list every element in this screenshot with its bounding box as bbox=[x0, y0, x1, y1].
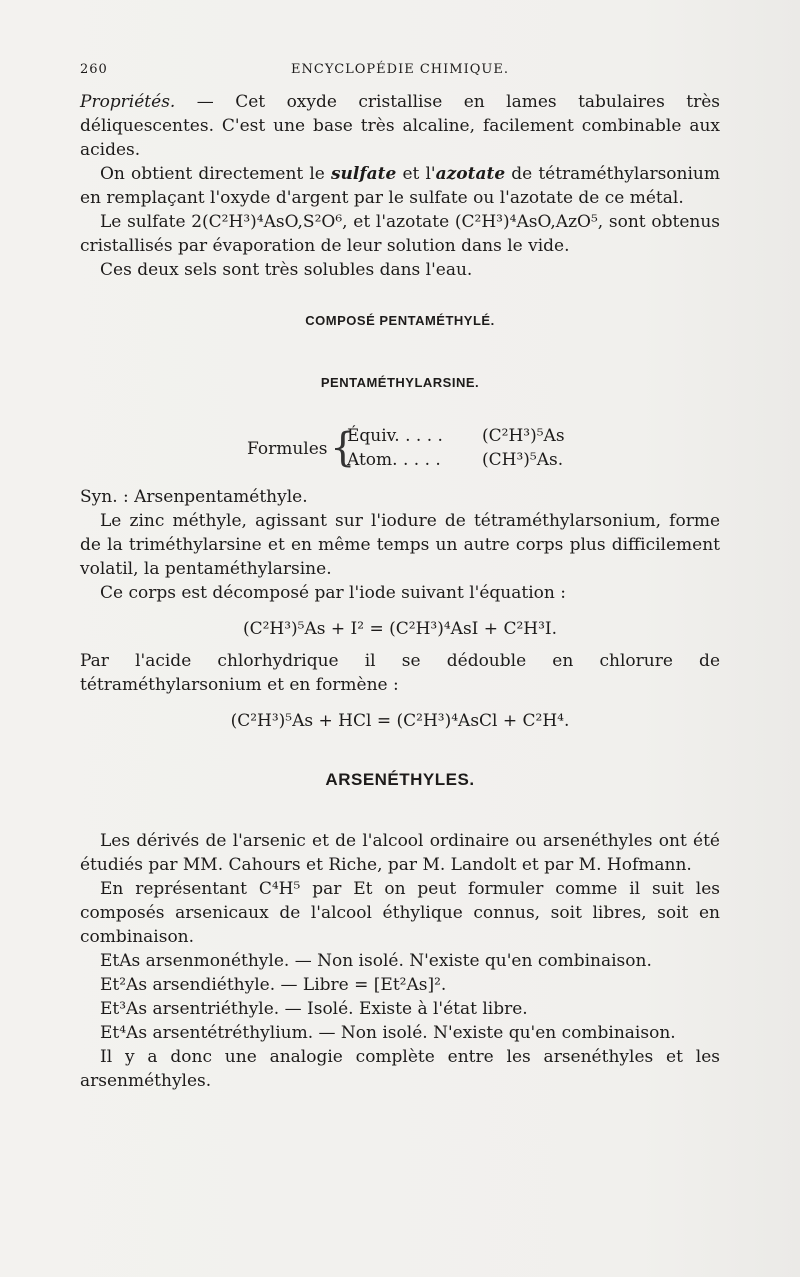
text-run: On obtient directement le bbox=[100, 164, 331, 184]
formula-name: Atom. . . . . bbox=[347, 450, 441, 470]
formulas-brace: { bbox=[330, 425, 356, 471]
paragraph-direct-salts bbox=[80, 162, 720, 210]
paragraph-zinc-methyl: Le zinc méthyle, agissant sur l'iodure de tétraméthylarsonium, forme de la triméthylarsine et en même temps un autre corps plus difficilement volatil, la pentaméthylarsine. bbox=[80, 511, 720, 579]
emphasis-sulfate: sulfate bbox=[330, 164, 397, 184]
paragraph-derives: Les dérivés de l'arsenic et de l'alcool ordinaire ou arsenéthyles ont été étudiés par MM. Cahours et Riche, par M. Landolt et par M. Hofmann. bbox=[80, 831, 720, 875]
list-item-arsenmonethyle: EtAs arsenmonéthyle. — Non isolé. N'existe qu'en combinaison. bbox=[100, 951, 652, 971]
list-item-arsentetrethylium: Et⁴As arsentétréthylium. — Non isolé. N'existe qu'en combinaison. bbox=[100, 1023, 676, 1043]
equation-iodine: (C²H³)⁵As + I² = (C²H³)⁴AsI + C²H³I. bbox=[242, 619, 558, 639]
text-run: de tétraméthylarsonium en remplaçant l'oxyde d'argent par le sulfate ou l'azotate de ce métal. bbox=[80, 164, 720, 208]
paragraph-iode: Ce corps est décomposé par l'iode suivant l'équation : bbox=[100, 583, 566, 603]
text-run: et l' bbox=[396, 164, 436, 184]
formula-value: (C²H³)⁵As bbox=[482, 426, 565, 446]
pentamethylarsine-block bbox=[80, 485, 720, 733]
subheading-pentamethylarsine: PENTAMÉTHYLARSINE. bbox=[320, 375, 480, 390]
formula-row-atom bbox=[347, 448, 564, 472]
running-title: ENCYCLOPÉDIE CHIMIQUE. bbox=[291, 62, 509, 77]
arsenethyles-block bbox=[80, 829, 720, 1093]
properties-text: — Cet oxyde cristallise en lames tabulaires très déliquescentes. C'est une base très alcaline, facilement combinable aux acides. bbox=[80, 92, 720, 160]
equation-hcl: (C²H³)⁵As + HCl = (C²H³)⁴AsCl + C²H⁴. bbox=[230, 711, 570, 731]
paragraph-solubility: Ces deux sels sont très solubles dans l'eau. bbox=[100, 260, 473, 280]
paragraph-hcl: Par l'acide chlorhydrique il se dédouble en chlorure de tétraméthylarsonium et en formène : bbox=[80, 651, 720, 695]
paragraph-et-notation: En représentant C⁴H⁵ par Et on peut formuler comme il suit les composés arsenicaux de l'alcool éthylique connus, soit libres, soit en combinaison. bbox=[80, 879, 720, 947]
section-heading-arsenethyles: ARSENÉTHYLES. bbox=[325, 770, 475, 789]
formula-name: Équiv. . . . . bbox=[347, 426, 443, 446]
list-item-arsentriethyle: Et³As arsentriéthyle. — Isolé. Existe à l'état libre. bbox=[100, 999, 528, 1019]
properties-label: Propriétés. bbox=[80, 92, 176, 112]
subheading-block bbox=[80, 371, 720, 395]
page-number: 260 bbox=[80, 62, 108, 77]
section-heading-block bbox=[80, 309, 720, 333]
formula-row-equiv bbox=[347, 424, 565, 448]
formulas-label: Formules bbox=[247, 439, 328, 459]
list-item-arsendiethyle: Et²As arsendiéthyle. — Libre = [Et²As]². bbox=[100, 975, 447, 995]
formula-value: (CH³)⁵As. bbox=[482, 450, 564, 470]
section-heading-pentamethyl: COMPOSÉ PENTAMÉTHYLÉ. bbox=[305, 313, 495, 328]
synonym-line: Syn. : Arsenpentaméthyle. bbox=[80, 487, 308, 507]
paragraph-sulfate-azotate: Le sulfate 2(C²H³)⁴AsO,S²O⁶, et l'azotate (C²H³)⁴AsO,AzO⁵, sont obtenus cristallisés par évaporation de leur solution dans le vide. bbox=[80, 212, 720, 256]
properties-block bbox=[80, 90, 720, 282]
paragraph-analogie: Il y a donc une analogie complète entre les arsenéthyles et les arsenméthyles. bbox=[80, 1047, 720, 1091]
paragraph-properties bbox=[80, 90, 720, 162]
arsenethyles-heading-block bbox=[80, 768, 720, 792]
emphasis-azotate: azotate bbox=[435, 164, 506, 184]
